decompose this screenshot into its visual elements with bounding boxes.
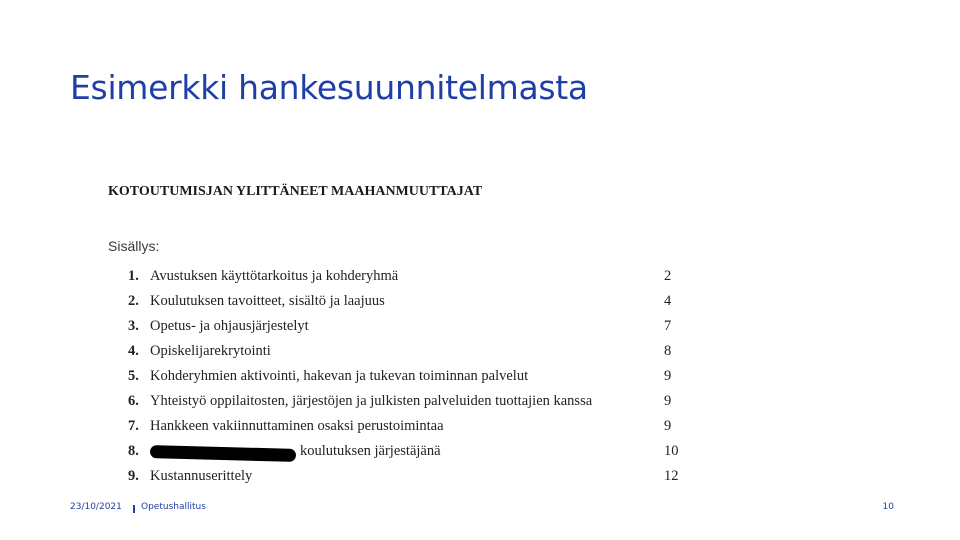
toc-page: 9 — [664, 368, 672, 384]
toc-number: 4. — [128, 343, 139, 359]
toc-number: 8. — [128, 443, 139, 459]
toc-page: 9 — [664, 418, 672, 434]
toc-row — [100, 314, 700, 339]
toc-row — [100, 264, 700, 289]
toc-label: Sisällys: — [108, 238, 160, 254]
footer-organization: Opetushallitus — [141, 502, 206, 512]
toc-number: 6. — [128, 393, 139, 409]
slide-title: Esimerkki hankesuunnitelmasta — [70, 68, 588, 107]
toc-row — [100, 364, 700, 389]
toc-number: 1. — [128, 268, 139, 284]
slide-page-number: 10 — [882, 502, 894, 512]
toc-number: 7. — [128, 418, 139, 434]
toc-page: 12 — [664, 468, 679, 484]
toc-row — [100, 414, 700, 439]
toc-page: 7 — [664, 318, 672, 334]
toc-title: Avustuksen käyttötarkoitus ja kohderyhmä — [150, 268, 399, 284]
toc-page: 8 — [664, 343, 672, 359]
toc-row — [100, 389, 700, 414]
toc-page: 9 — [664, 393, 672, 409]
toc-title: Hankkeen vakiinnuttaminen osaksi perustoimintaa — [150, 418, 444, 434]
footer-date: 23/10/2021 — [70, 502, 122, 512]
toc-page: 2 — [664, 268, 672, 284]
document-heading: KOTOUTUMISJAN YLITTÄNEET MAAHANMUUTTAJAT — [108, 184, 483, 199]
footer-separator — [133, 505, 135, 513]
toc-number: 5. — [128, 368, 139, 384]
document-excerpt — [100, 176, 700, 490]
toc-title: koulutuksen järjestäjänä — [300, 443, 441, 459]
toc-number: 3. — [128, 318, 139, 334]
toc-row — [100, 339, 700, 364]
toc-title: Opetus- ja ohjausjärjestelyt — [150, 318, 309, 334]
toc-page: 4 — [664, 293, 672, 309]
toc-row — [100, 464, 700, 489]
toc-title: Kohderyhmien aktivointi, hakevan ja tukevan toiminnan palvelut — [150, 368, 529, 384]
toc-row — [100, 289, 700, 314]
toc-row — [100, 439, 700, 464]
toc-title: Opiskelijarekrytointi — [150, 343, 271, 359]
toc-number: 2. — [128, 293, 139, 309]
redaction-mark — [150, 445, 296, 462]
toc-title: Yhteistyö oppilaitosten, järjestöjen ja julkisten palveluiden tuottajien kanssa — [150, 393, 593, 409]
toc-title: Kustannuserittely — [150, 468, 253, 484]
toc-title: Koulutuksen tavoitteet, sisältö ja laajuus — [150, 293, 385, 309]
toc-page: 10 — [664, 443, 679, 459]
toc-number: 9. — [128, 468, 139, 484]
table-of-contents — [100, 264, 700, 489]
